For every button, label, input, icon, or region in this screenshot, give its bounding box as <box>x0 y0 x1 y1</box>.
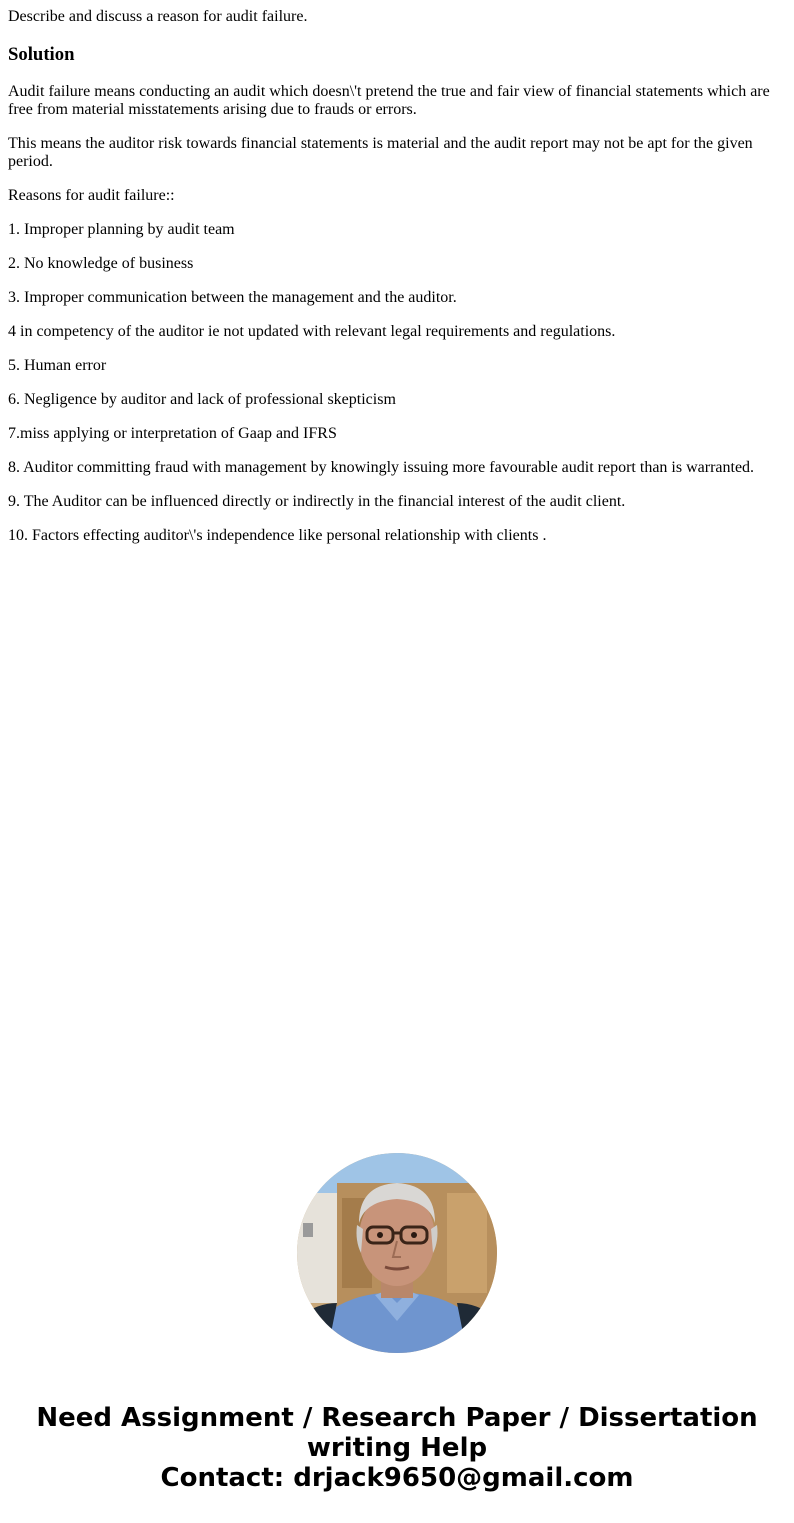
reason-item: 6. Negligence by auditor and lack of professional skepticism <box>8 391 396 408</box>
reason-item: 5. Human error <box>8 357 107 374</box>
paragraph-definition: Audit failure means conducting an audit which doesn\'t pretend the true and fair view of financial statements which are free from material misstatements arising due to frauds or errors. <box>8 83 770 118</box>
promo-line-1: Need Assignment / Research Paper / Dissertation <box>36 1403 758 1433</box>
reason-item: 3. Improper communication between the management and the auditor. <box>8 289 457 306</box>
promo-contact: Contact: drjack9650@gmail.com <box>160 1463 634 1493</box>
solution-heading: Solution <box>8 44 75 65</box>
reason-item: 8. Auditor committing fraud with management by knowingly issuing more favourable audit report than is warranted. <box>8 459 755 476</box>
reason-item: 4 in competency of the auditor ie not updated with relevant legal requirements and regulations. <box>8 323 616 340</box>
person-photo-icon <box>297 1153 497 1353</box>
reason-item: 2. No knowledge of business <box>8 255 194 272</box>
reason-item: 9. The Auditor can be influenced directly or indirectly in the financial interest of the audit client. <box>8 493 626 510</box>
reason-item: 10. Factors effecting auditor\'s independence like personal relationship with clients . <box>8 527 547 544</box>
paragraph-auditor-risk: This means the auditor risk towards financial statements is material and the audit report may not be apt for the given period. <box>8 135 753 170</box>
promo-line-2: writing Help <box>306 1433 488 1463</box>
reason-item: 7.miss applying or interpretation of Gaap and IFRS <box>8 425 337 442</box>
reason-item: 1. Improper planning by audit team <box>8 221 235 238</box>
promo-banner <box>0 1403 794 1493</box>
document-body <box>8 8 786 561</box>
paragraph-reasons-heading: Reasons for audit failure:: <box>8 187 175 204</box>
question-text: Describe and discuss a reason for audit failure. <box>8 8 308 25</box>
